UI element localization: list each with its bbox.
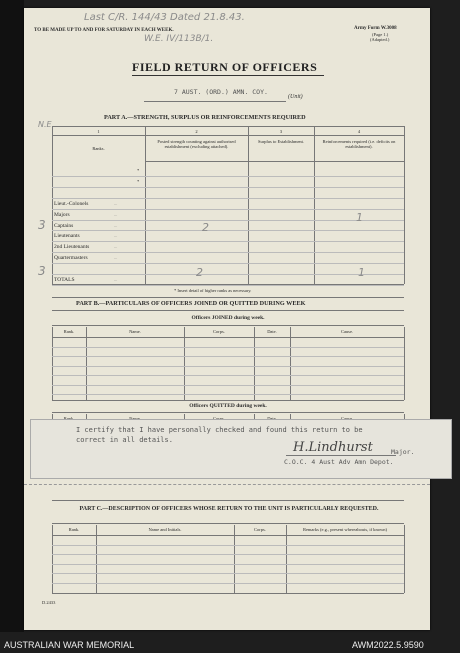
- quitted-top-rule: [52, 400, 404, 401]
- signature-line: [286, 455, 396, 456]
- partA-note: * Insert detail of higher ranks as necessary.: [174, 288, 252, 293]
- asterisk-marker: *: [137, 168, 140, 173]
- grid-vline: [404, 327, 405, 400]
- grid-vline: [52, 327, 53, 400]
- column-header: Date.: [267, 329, 277, 334]
- asterisk-marker: *: [137, 178, 140, 184]
- leader-dots: ...: [114, 200, 118, 206]
- leader-dots: ...: [114, 211, 118, 217]
- rank-label: 2nd Lieutenants: [54, 244, 90, 251]
- unit-value: 7 AUST. (ORD.) AMN. COY.: [174, 88, 268, 96]
- form-number: Army Form W.3008: [354, 26, 397, 31]
- partC-head-rule: [52, 523, 404, 524]
- certification-line-1: I certify that I have personally checked and found this return to be: [76, 426, 363, 434]
- partC-top-rule: [52, 500, 404, 501]
- handwritten-last-return: Last C/R. 144/43 Dated 21.8.43.: [84, 12, 245, 23]
- partA-heading: PART A.—STRENGTH, SURPLUS OR REINFORCEMENTS REQUIRED: [104, 114, 306, 121]
- totals-reinforcement-value: 1: [358, 266, 365, 279]
- column-header: Rank.: [68, 527, 80, 532]
- partA-vline-0: [52, 126, 53, 284]
- signatory-rank: Major.: [391, 448, 415, 456]
- captains-posted-value: 2: [202, 221, 209, 234]
- certification-slip: [30, 419, 452, 479]
- column-header: Corps.: [213, 329, 225, 334]
- left-dark-border: [0, 0, 24, 632]
- archive-footer: [0, 636, 460, 653]
- partB-top-rule: [52, 297, 404, 298]
- column-header: Name.: [129, 329, 141, 334]
- partC-bottom-rule: [52, 593, 404, 594]
- col-reinforcements-header: Reinforcements required (i.e. deficits on establishment).: [322, 139, 396, 149]
- column-header: Corps.: [254, 527, 266, 532]
- form-sheet: [24, 8, 430, 630]
- partA-top-rule: [52, 126, 404, 127]
- leader-dots: ...: [114, 222, 118, 228]
- unit-label: (Unit): [288, 94, 303, 100]
- column-header: Rank.: [63, 329, 75, 334]
- partB-heading: PART B.—PARTICULARS OF OFFICERS JOINED OR QUITTED DURING WEEK: [76, 300, 306, 307]
- signatory-appointment: C.O.C. 4 Aust Adv Amn Depot.: [284, 458, 394, 466]
- rank-label: Majors: [54, 211, 70, 218]
- form-adapted: (Adapted.): [370, 37, 390, 42]
- instruction-text: TO BE MADE UP TO AND FOR SATURDAY IN EACH WEEK.: [34, 28, 174, 33]
- partC-heading: PART C.—DESCRIPTION OF OFFICERS WHOSE RETURN TO THE UNIT IS PARTICULARLY REQUESTED.: [79, 506, 379, 512]
- fold-line: [24, 484, 430, 485]
- grid-vline: [254, 327, 255, 400]
- column-header: Name and Initials.: [148, 527, 182, 532]
- partA-vline-4: [404, 126, 405, 284]
- signature: H.Lindhurst: [293, 440, 373, 455]
- joined-head-rule: [52, 325, 404, 326]
- unit-line: [144, 101, 286, 102]
- title-underline: [132, 75, 324, 76]
- col-surplus-header: Surplus to Establishment.: [257, 139, 305, 144]
- certification-line-2: correct in all details.: [76, 436, 173, 444]
- joined-title: Officers JOINED during week.: [191, 315, 265, 321]
- partA-vline-2: [248, 126, 249, 284]
- col-1-number: 1: [97, 129, 100, 134]
- form-code: D.2433: [42, 600, 56, 605]
- archive-reference: AWM2022.5.9590: [352, 640, 424, 650]
- grid-vline: [290, 327, 291, 400]
- partA-bottom-rule: [52, 284, 404, 285]
- form-title: FIELD RETURN OF OFFICERS: [132, 60, 318, 74]
- column-header: Cause.: [340, 329, 354, 334]
- grid-vline: [184, 327, 185, 400]
- captains-reinforcement-value: 1: [356, 211, 363, 224]
- grid-vline: [404, 525, 405, 593]
- col-posted-header: Posted strength counting against authorised establishment (excluding attached).: [157, 139, 236, 149]
- rank-label: Quartermasters: [54, 255, 88, 262]
- quitted-head-rule: [52, 412, 404, 413]
- col-3-number: 3: [279, 129, 283, 134]
- partA-vline-3: [314, 126, 315, 284]
- handwritten-ne: N.E.: [38, 120, 55, 129]
- rank-label: TOTALS: [54, 277, 75, 283]
- quitted-title: Officers QUITTED during week.: [189, 403, 267, 409]
- handwritten-margin-captains: 3: [38, 218, 46, 232]
- partB-head-rule: [52, 310, 404, 311]
- partA-header-rule: [145, 161, 404, 162]
- rank-label: Lieutenants: [54, 233, 80, 240]
- col-4-number: 4: [357, 129, 361, 134]
- column-header: Remarks (e.g., present whereabouts, if known): [302, 527, 388, 532]
- partA-vline-1: [145, 126, 146, 284]
- totals-posted-value: 2: [196, 266, 203, 279]
- handwritten-we-ref: W.E. IV/113B/1.: [144, 34, 214, 44]
- archive-name: AUSTRALIAN WAR MEMORIAL: [4, 640, 135, 650]
- col-ranks-header: Ranks.: [92, 146, 105, 151]
- leader-dots: ...: [114, 255, 118, 261]
- grid-vline: [86, 327, 87, 400]
- col-2-number: 2: [195, 129, 198, 134]
- form-page: (Page 1.): [372, 32, 389, 37]
- handwritten-margin-totals: 3: [38, 264, 46, 278]
- leader-dots: ...: [114, 233, 118, 239]
- rank-label: Captains: [54, 222, 74, 229]
- leader-dots: ...: [114, 277, 118, 282]
- leader-dots: ...: [114, 244, 118, 250]
- rank-label: Lieut.-Colonels: [54, 200, 89, 207]
